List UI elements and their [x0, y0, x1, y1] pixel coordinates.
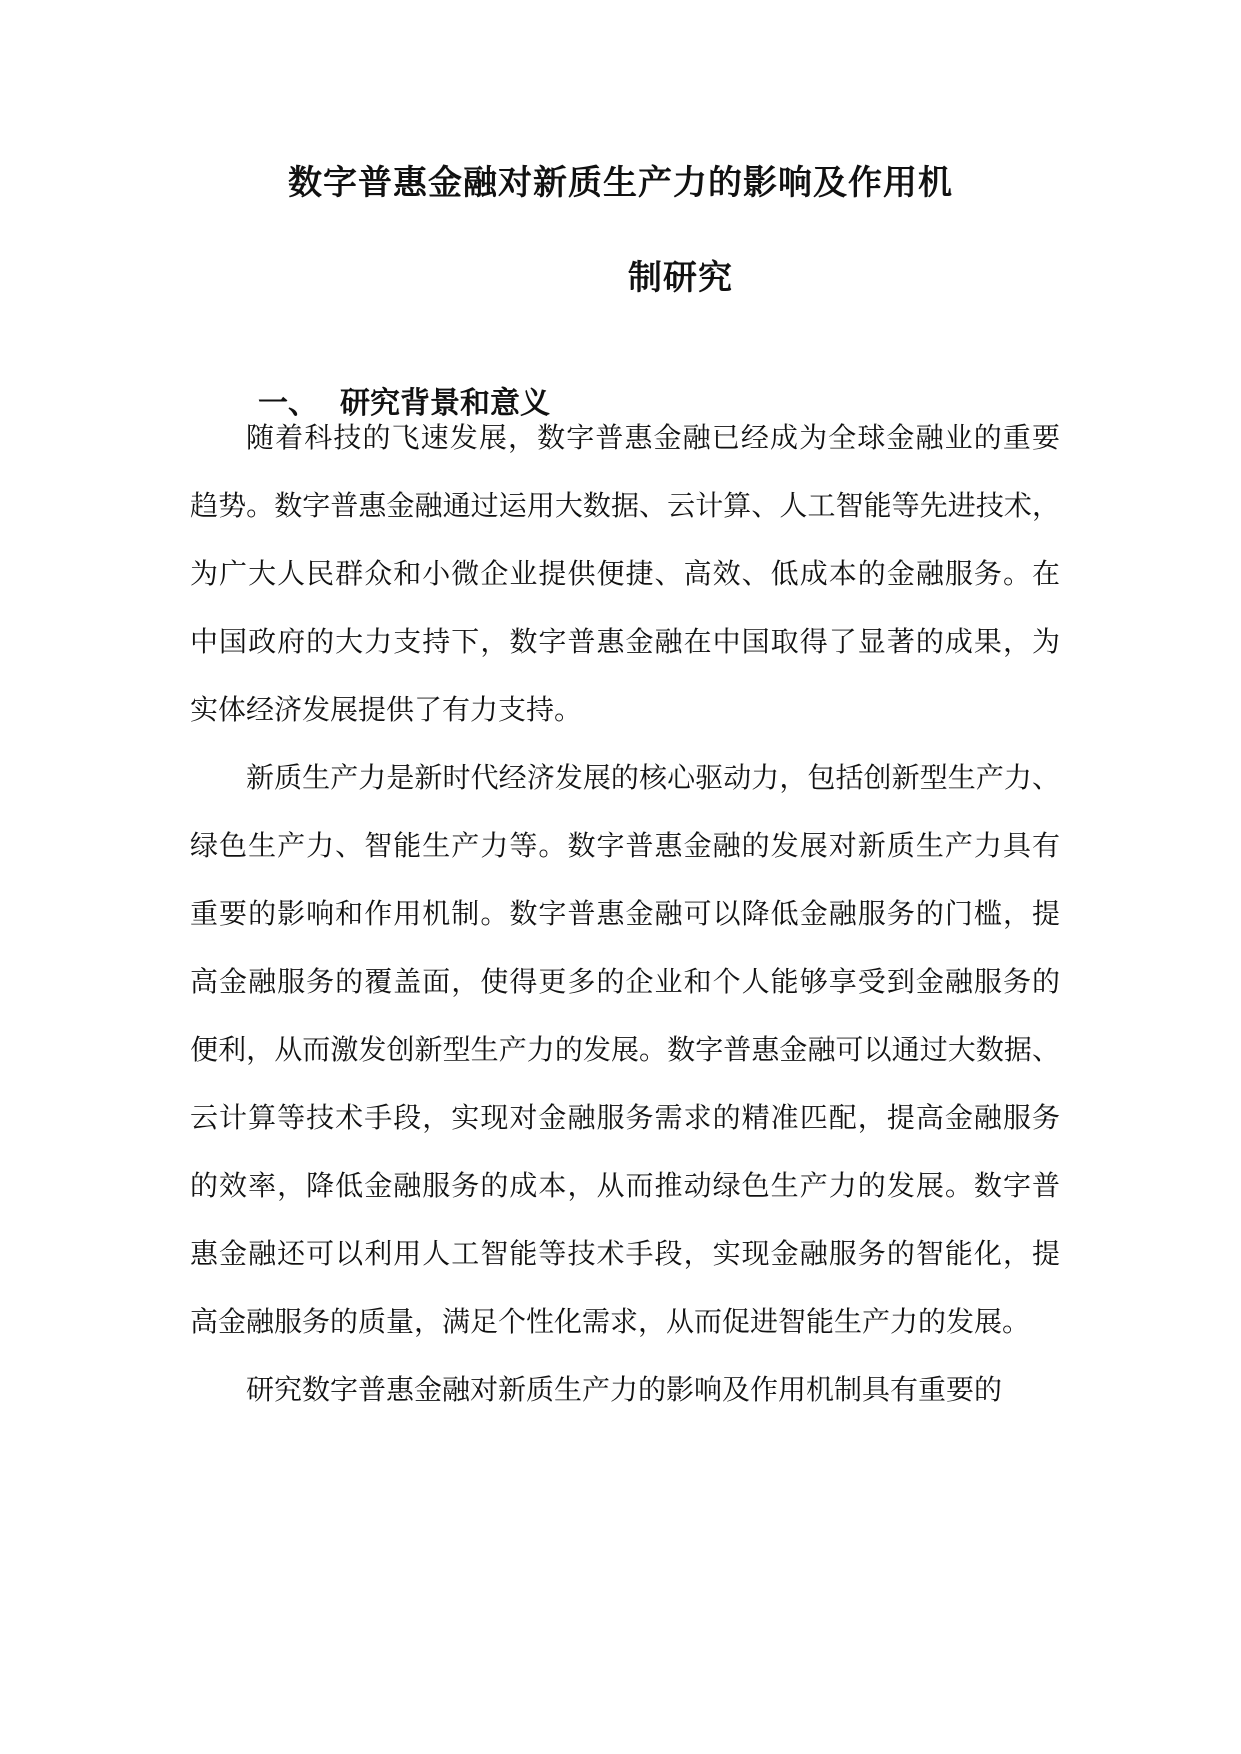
paragraph-line: 随着科技的飞速发展，数字普惠金融已经成为全球金融业的重要 — [246, 421, 1060, 454]
paragraph-line: 趋势。数字普惠金融通过运用大数据、云计算、人工智能等先进技术， — [190, 489, 1060, 522]
paragraph-line: 绿色生产力、智能生产力等。数字普惠金融的发展对新质生产力具有 — [190, 829, 1060, 862]
section-title: 研究背景和意义 — [340, 386, 550, 421]
paragraph-line: 云计算等技术手段，实现对金融服务需求的精准匹配，提高金融服务 — [190, 1101, 1060, 1134]
paragraph-line: 便利，从而激发创新型生产力的发展。数字普惠金融可以通过大数据、 — [190, 1033, 1060, 1066]
paragraph-line: 研究数字普惠金融对新质生产力的影响及作用机制具有重要的 — [246, 1373, 1003, 1406]
paragraph-line: 高金融服务的覆盖面，使得更多的企业和个人能够享受到金融服务的 — [190, 965, 1060, 998]
paragraph-line: 高金融服务的质量，满足个性化需求，从而促进智能生产力的发展。 — [190, 1305, 1031, 1338]
document-title-line-1: 数字普惠金融对新质生产力的影响及作用机 — [288, 163, 953, 203]
paragraph-line: 实体经济发展提供了有力支持。 — [190, 693, 583, 726]
section-number: 一、 — [258, 386, 318, 421]
document-title-line-2: 制研究 — [628, 258, 733, 298]
paragraph-line: 的效率，降低金融服务的成本，从而推动绿色生产力的发展。数字普 — [190, 1169, 1060, 1202]
paragraph-line: 惠金融还可以利用人工智能等技术手段，实现金融服务的智能化，提 — [190, 1237, 1060, 1270]
paragraph-line: 为广大人民群众和小微企业提供便捷、高效、低成本的金融服务。在 — [190, 557, 1060, 590]
paragraph-line: 重要的影响和作用机制。数字普惠金融可以降低金融服务的门槛，提 — [190, 897, 1060, 930]
paragraph-line: 新质生产力是新时代经济发展的核心驱动力，包括创新型生产力、 — [246, 761, 1060, 794]
paragraph-line: 中国政府的大力支持下，数字普惠金融在中国取得了显著的成果，为 — [190, 625, 1060, 658]
